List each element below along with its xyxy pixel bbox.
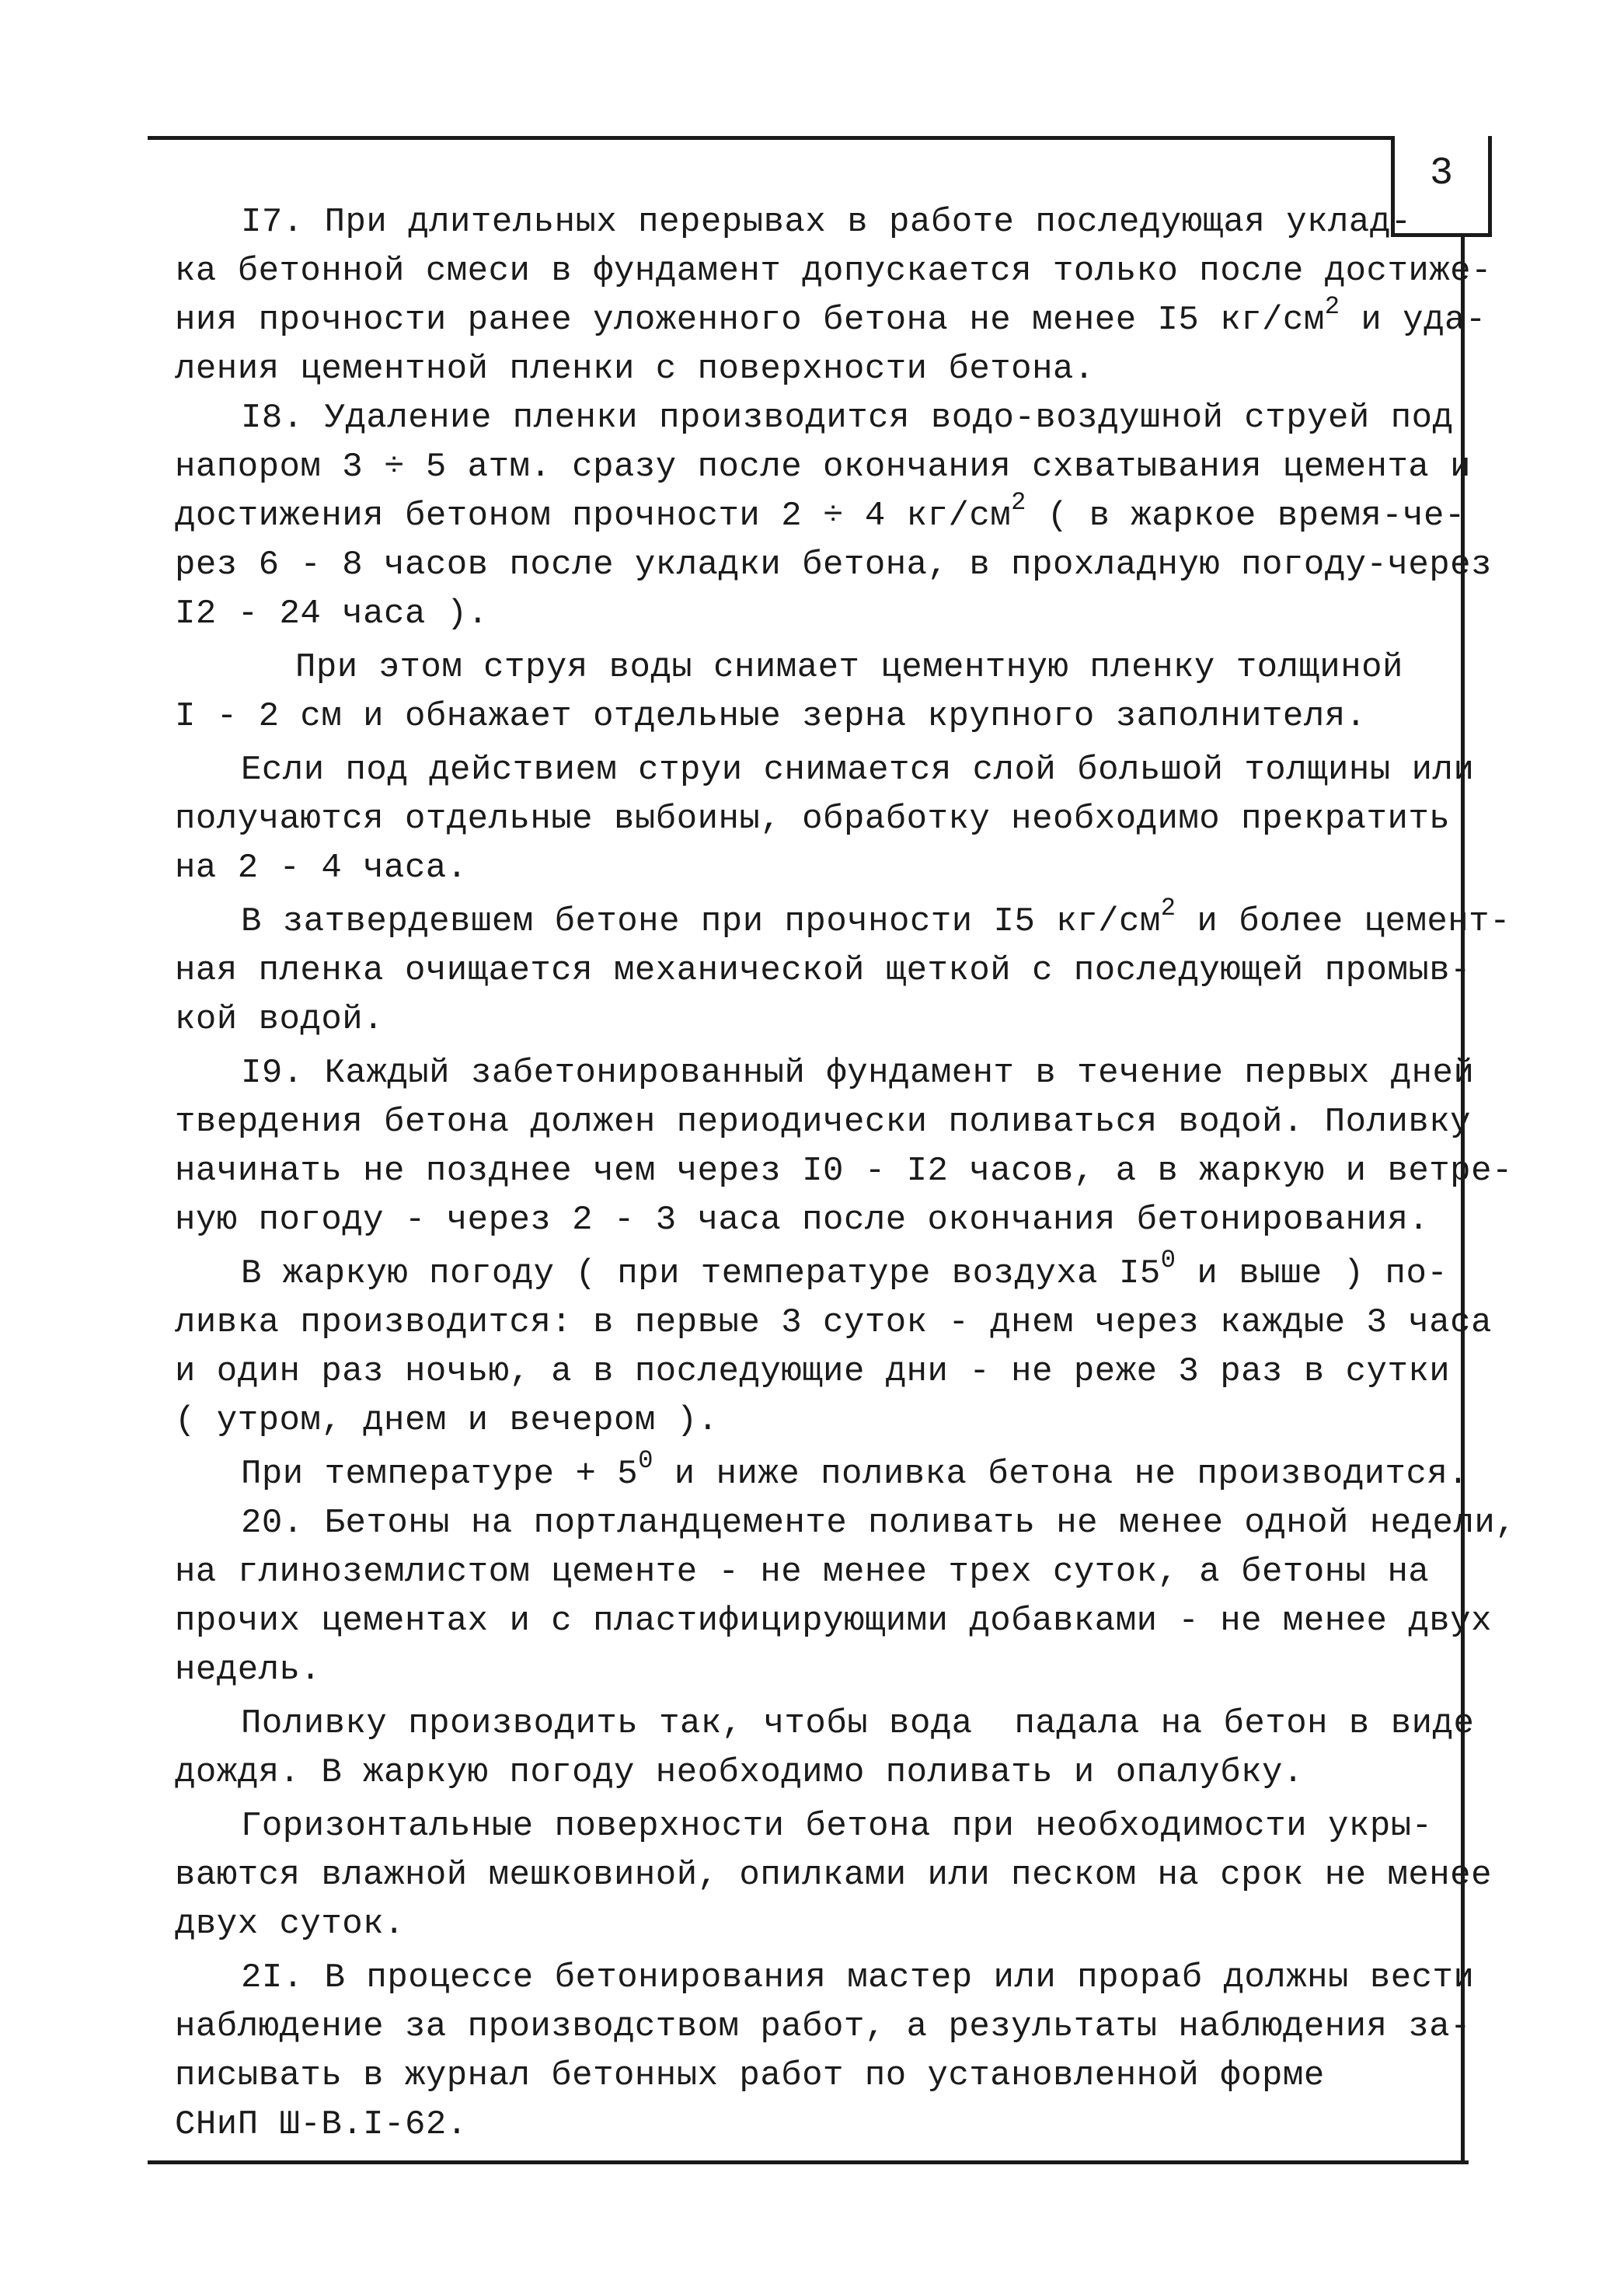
text-line: напором 3 ÷ 5 атм. сразу после окончания схватывания цемента и [175,448,1472,486]
text-line: ния прочности ранее уложенного бетона не менее I5 $кг/см^2$ и уда- [175,292,1486,340]
superscript: 2 [1324,292,1340,322]
text-line: При этом струя воды снимает цементную пленку толщиной [295,648,1403,687]
page-number: 3 [1429,152,1453,196]
document-body [175,198,1517,2150]
text-line: В жаркую погоду ( при температуре воздуха $I5^0$ и выше ) по- [241,1246,1448,1293]
bottom-rule [148,2160,1469,2164]
text-line: I2 - 24 часа ). [175,595,489,633]
text-line: недель. [175,1651,322,1689]
text-line: прочих цементах и с пластифицирующими добавками - не менее двух [175,1602,1492,1641]
text-line: Если под действием струи снимается слой большой толщины или [241,751,1475,790]
text-line: ная пленка очищается механической щеткой с последующей промыв- [175,951,1472,990]
text-line: на 2 - 4 часа. [175,849,468,887]
superscript: 2 [1011,488,1026,518]
text-line: I - 2 см и обнажает отдельные зерна крупного заполнителя. [175,697,1367,736]
text-line: ления цементной пленки с поверхности бетона. [175,350,1095,389]
text-line: писывать в журнал бетонных работ по установленной форме [175,2056,1325,2095]
text-line: двух суток. [175,1905,405,1944]
text-line: В затвердевшем бетоне при прочности I5 $кг/см^2$ и более цемент- [241,894,1511,941]
text-line: твердения бетона должен периодически поливаться водой. Поливку [175,1103,1472,1142]
text-line: 2I. В процессе бетонирования мастер или прораб должны вести [241,1958,1475,1997]
text-line: 20. Бетоны на портландцементе поливать не менее одной недели, [241,1504,1517,1543]
text-line: начинать не позднее чем через I0 - I2 часов, а в жаркую и ветре- [175,1152,1513,1191]
superscript: 0 [1160,1246,1176,1275]
text-line: При температуре + $5^0$ и ниже поливка бетона не производится. [241,1446,1469,1494]
text-line: ную погоду - через 2 - 3 часа после окончания бетонирования. [175,1201,1430,1240]
text-line: ( утром, днем и вечером ). [175,1401,719,1440]
text-line: достижения бетоном прочности 2 ÷ 4 $кг/см^2$ ( в жаркое время-че- [175,488,1465,535]
text-line: Горизонтальные поверхности бетона при необходимости укры- [241,1807,1433,1846]
text-line: кой водой. [175,1000,385,1039]
text-line: Поливку производить так, чтобы вода падала на бетон в виде [241,1704,1475,1743]
text-line: получаются отдельные выбоины, обработку необходимо прекратить [175,800,1451,839]
top-rule [148,136,1453,140]
text-line: I9. Каждый забетонированный фундамент в течение первых дней [241,1054,1475,1093]
text-line: на глиноземлистом цементе - не менее трех суток, а бетоны на [175,1553,1430,1592]
text-line: наблюдение за производством работ, а результаты наблюдения за- [175,2007,1472,2046]
text-line: СНиП Ш-В.I-62. [175,2105,468,2144]
text-line: I8. Удаление пленки производится водо-воздушной струей под [241,399,1454,438]
superscript: 0 [638,1446,653,1476]
superscript: 2 [1160,894,1176,923]
text-line: рез 6 - 8 часов после укладки бетона, в прохладную погоду-через [175,546,1492,584]
text-line: ваются влажной мешковиной, опилками или песком на срок не менее [175,1856,1492,1895]
text-line: ливка производится: в первые 3 суток - днем через каждые 3 часа [175,1303,1492,1342]
text-line: I7. При длительных перерывах в работе последующая уклад- [241,203,1412,242]
text-line: ка бетонной смеси в фундамент допускается только после достиже- [175,252,1492,291]
text-line: дождя. В жаркую погоду необходимо поливать и опалубку. [175,1753,1304,1792]
text-line: и один раз ночью, а в последующие дни - не реже 3 раз в сутки [175,1352,1451,1391]
